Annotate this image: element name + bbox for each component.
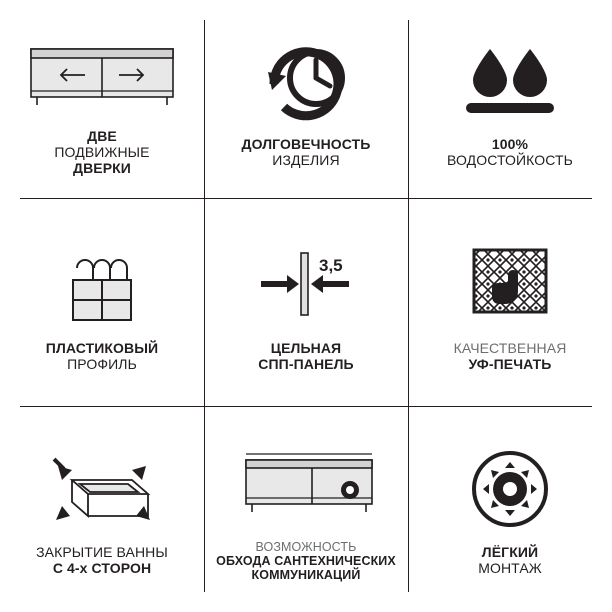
feature-cell-waterproof — [408, 0, 612, 204]
caption-line-1: ВОЗМОЖНОСТЬ — [255, 540, 357, 554]
feature-caption — [46, 341, 158, 372]
feature-caption — [36, 545, 168, 576]
caption-line-2: ОБХОДА САНТЕХНИЧЕСКИХ — [216, 554, 396, 568]
clock-arrow-durability-icon — [260, 35, 352, 127]
feature-caption — [54, 129, 149, 176]
feature-cell-solid-panel — [204, 204, 408, 408]
caption-line-1: ДВЕ — [87, 128, 117, 145]
feature-caption — [242, 137, 371, 168]
caption-line-1: 100% — [491, 136, 529, 153]
caption-line-2: ПРОФИЛЬ — [67, 356, 137, 372]
feature-cell-easy-install — [408, 408, 612, 612]
gear-easy-install-icon — [467, 443, 553, 535]
caption-line-2: ИЗДЕЛИЯ — [272, 152, 340, 168]
feature-cell-uv-print — [408, 204, 612, 408]
caption-line-1: ПЛАСТИКОВЫЙ — [45, 340, 159, 357]
caption-line-3: ДВЕРКИ — [73, 159, 131, 176]
caption-line-2: ВОДОСТОЙКОСТЬ — [447, 152, 573, 168]
bath-screen-sliding-doors-icon — [27, 27, 177, 119]
feature-caption — [454, 341, 567, 372]
caption-line-1: ЗАКРЫТИЕ ВАННЫ — [36, 544, 168, 561]
thickness-unit: мм — [325, 279, 340, 291]
water-drops-icon — [450, 35, 570, 127]
thickness-value: 3,5 — [319, 256, 343, 276]
plastic-profile-icon — [57, 239, 147, 331]
caption-line-2: ПОДВИЖНЫЕ — [54, 144, 150, 161]
bath-box-four-arrows-icon — [32, 443, 172, 535]
feature-caption — [447, 137, 573, 168]
panel-thickness-arrows-icon — [241, 239, 371, 331]
caption-line-2: СПП-ПАНЕЛЬ — [258, 356, 354, 372]
feature-cell-sliding-doors — [0, 0, 204, 204]
feature-caption — [478, 545, 542, 576]
caption-line-3: КОММУНИКАЦИЙ — [251, 568, 361, 582]
caption-line-1: КАЧЕСТВЕННАЯ — [453, 340, 567, 357]
pattern-hand-uv-print-icon — [458, 239, 562, 331]
caption-line-2: УФ-ПЕЧАТЬ — [468, 356, 552, 372]
bath-screen-plumbing-icon — [226, 438, 386, 530]
caption-line-1: ДОЛГОВЕЧНОСТЬ — [241, 136, 371, 153]
caption-line-1: ЦЕЛЬНАЯ — [270, 340, 342, 357]
caption-line-2: С 4-х СТОРОН — [52, 560, 152, 576]
feature-cell-four-sides — [0, 408, 204, 612]
caption-line-1: ЛЁГКИЙ — [481, 544, 539, 561]
caption-line-2: МОНТАЖ — [478, 560, 542, 576]
feature-cell-plastic-profile — [0, 204, 204, 408]
feature-cell-plumbing-bypass — [204, 408, 408, 612]
feature-caption — [258, 341, 353, 372]
feature-cell-durability — [204, 0, 408, 204]
feature-caption — [216, 540, 396, 582]
